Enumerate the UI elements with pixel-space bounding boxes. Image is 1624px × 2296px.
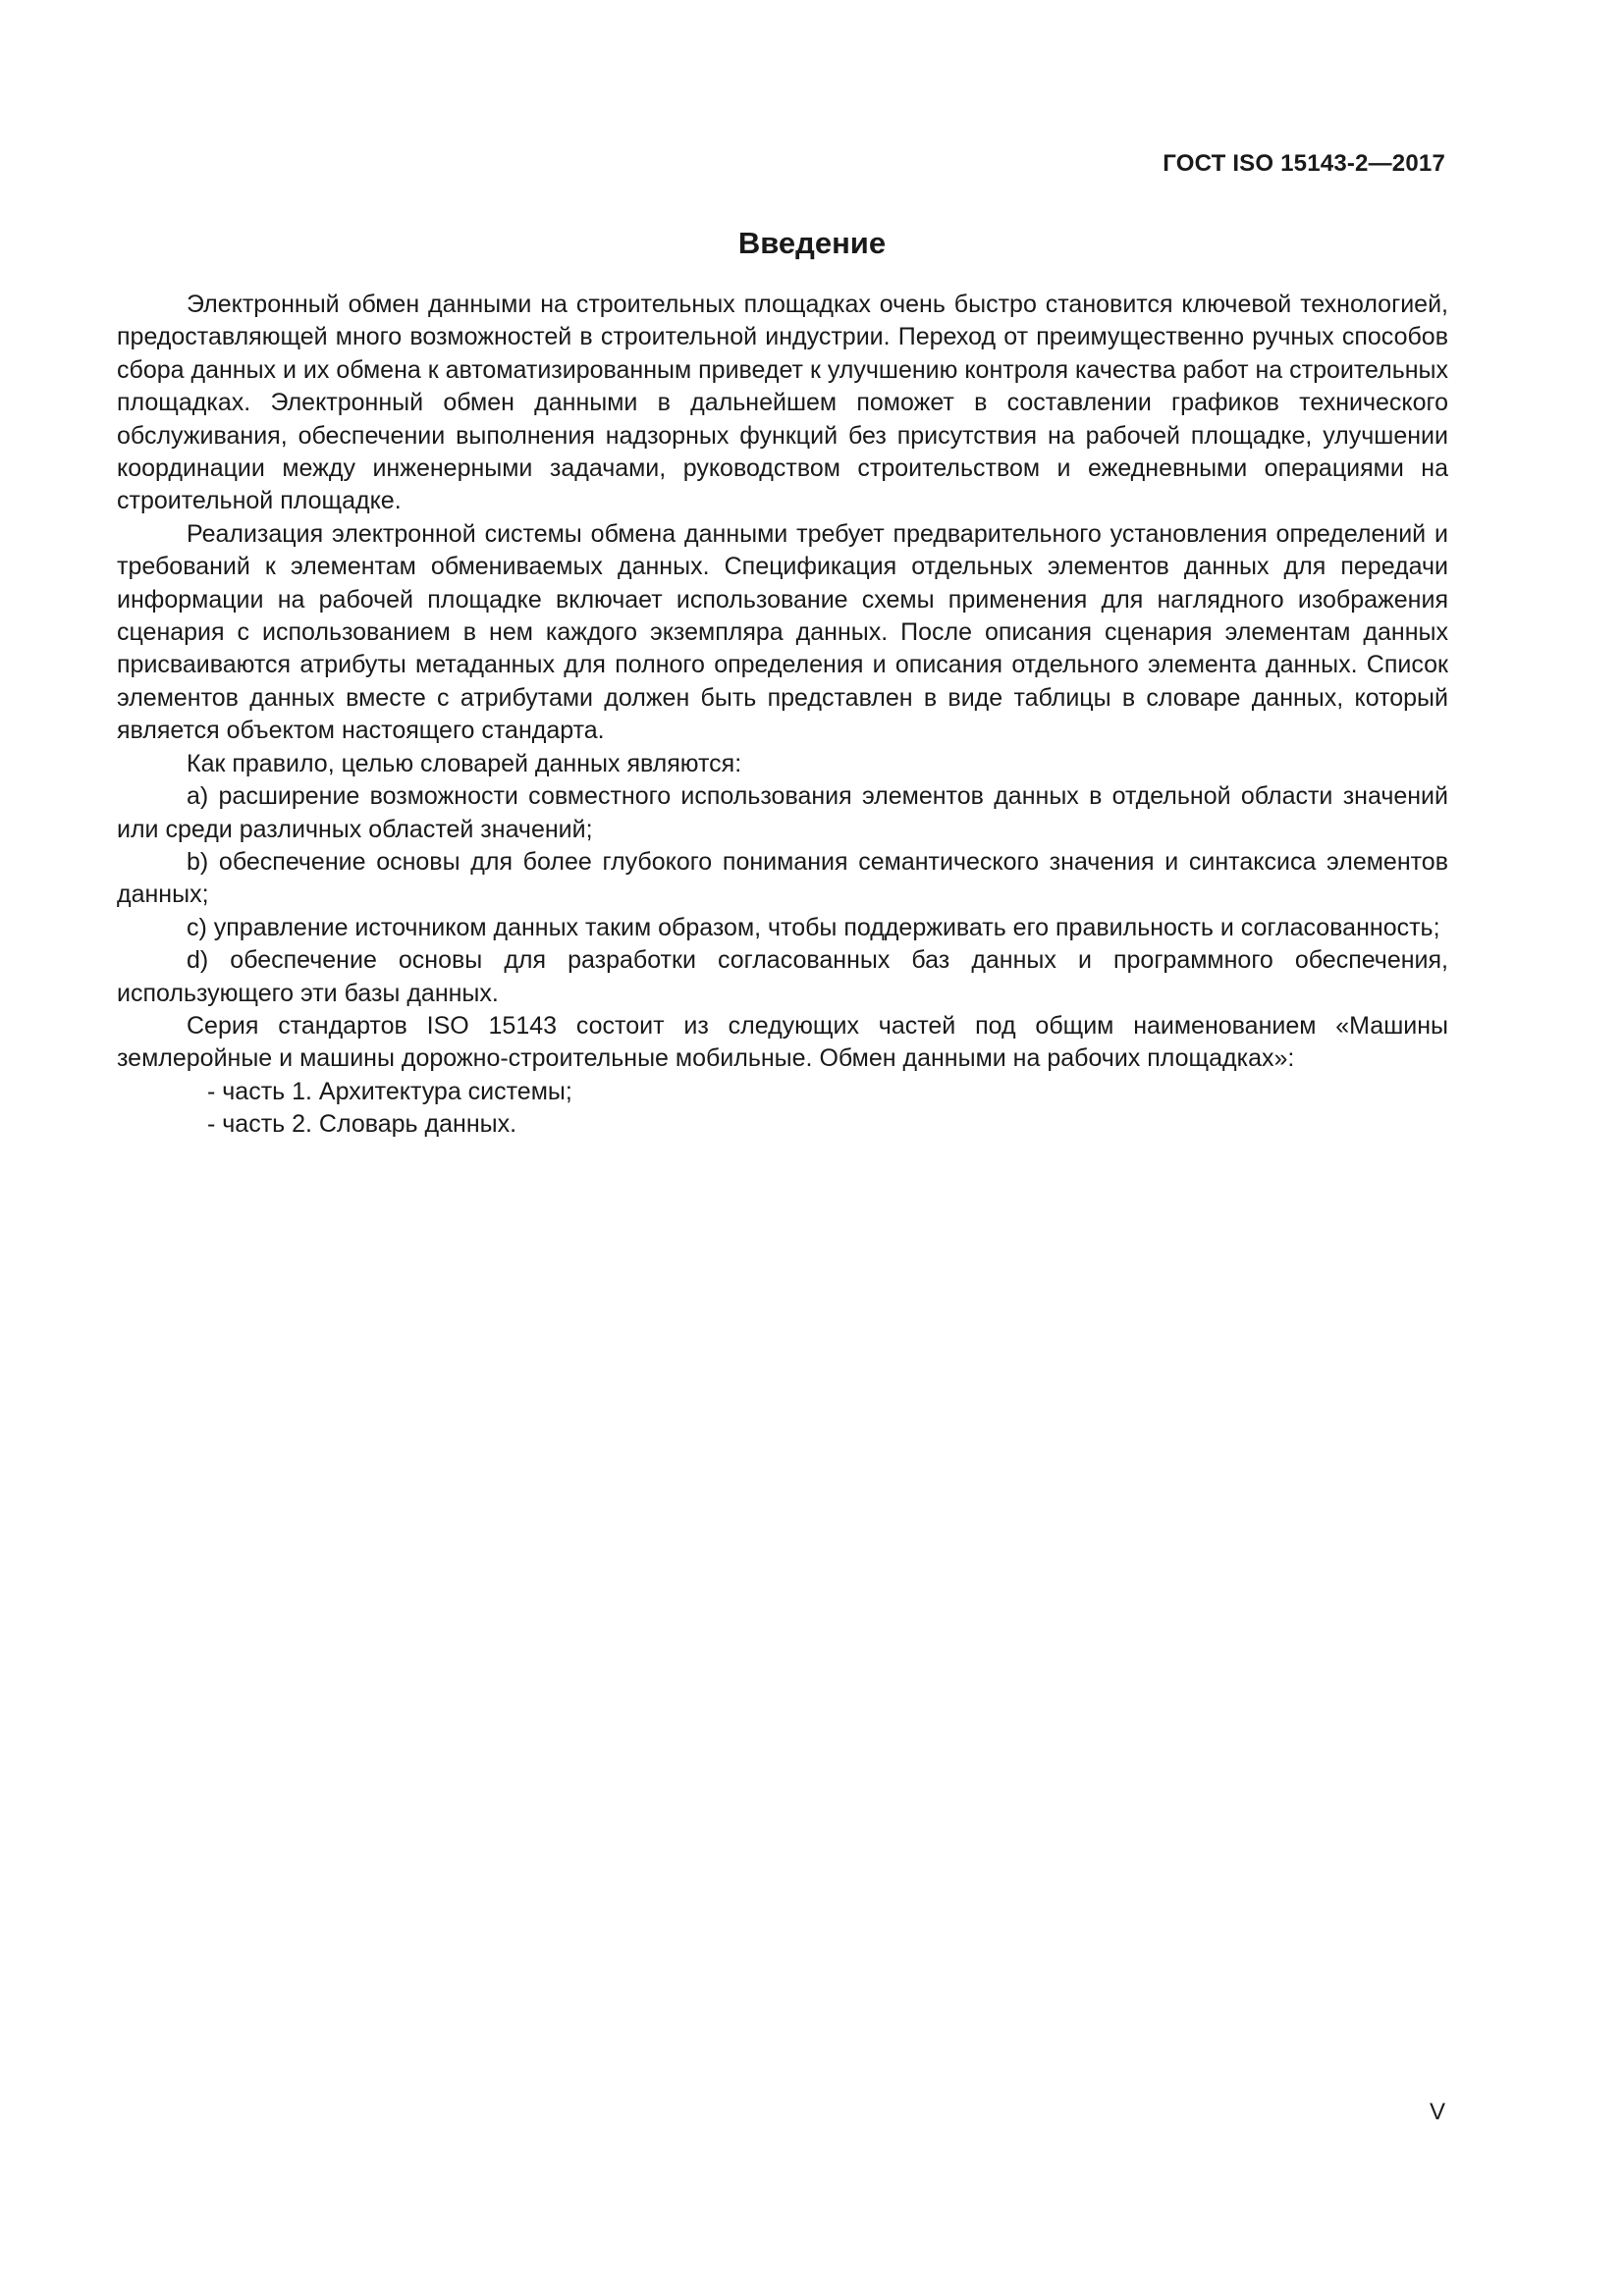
list-item-c: c) управление источником данных таким образом, чтобы поддерживать его правильность и согласованность; xyxy=(187,913,1440,941)
page-title: Введение xyxy=(737,226,887,260)
body-text xyxy=(117,289,1448,1142)
part-list-item-1: - часть 1. Архитектура системы; xyxy=(207,1077,572,1105)
paragraph-intro: Электронный обмен данными на строительных площадках очень быстро становится ключевой технологией, предоставляющей много возможностей в строительной индустрии. Переход от преимущественно ручных способов сбора данных и их обмена к автоматизированным приведет к улучшению контроля качества работ на строительных площадках. Электронный обмен данными в дальнейшем поможет в составлении графиков технического обслуживания, обеспечении выполнения надзорных функций без присутствия на рабочей площадке, улучшении координации между инженерными задачами, руководством строительством и ежедневными операциями на строительной площадке. xyxy=(117,291,1448,515)
list-item-d: d) обеспечение основы для разработки согласованных баз данных и программного обеспечения, использующего эти базы данных. xyxy=(117,946,1448,1007)
page-number: V xyxy=(1429,2099,1445,2125)
list-item-a: a) расширение возможности совместного использования элементов данных в отдельной области значений или среди различных областей значений; xyxy=(117,782,1448,843)
paragraph-implementation: Реализация электронной системы обмена данными требует предварительного установления определений и требований к элементам обмениваемых данных. Спецификация отдельных элементов данных для передачи информации на рабочей площадке включает использование схемы применения для наглядного изображения сценария с использованием в нем каждого экземпляра данных. После описания сценария элементам данных присваиваются атрибуты метаданных для полного определения и описания отдельного элемента данных. Список элементов данных вместе с атрибутами должен быть представлен в виде таблицы в словаре данных, который является объектом настоящего стандарта. xyxy=(117,519,1448,745)
paragraph-goals-lead: Как правило, целью словарей данных являются: xyxy=(187,749,742,777)
paragraph-series: Серия стандартов ISO 15143 состоит из следующих частей под общим наименованием «Машины землеройные и машины дорожно-строительные мобильные. Обмен данными на рабочих площадках»: xyxy=(117,1011,1448,1073)
part-list-item-2: - часть 2. Словарь данных. xyxy=(207,1110,517,1139)
list-item-b: b) обеспечение основы для более глубокого понимания семантического значения и синтаксиса элементов данных; xyxy=(117,847,1448,909)
document-id-header: ГОСТ ISO 15143-2—2017 xyxy=(1163,150,1445,177)
